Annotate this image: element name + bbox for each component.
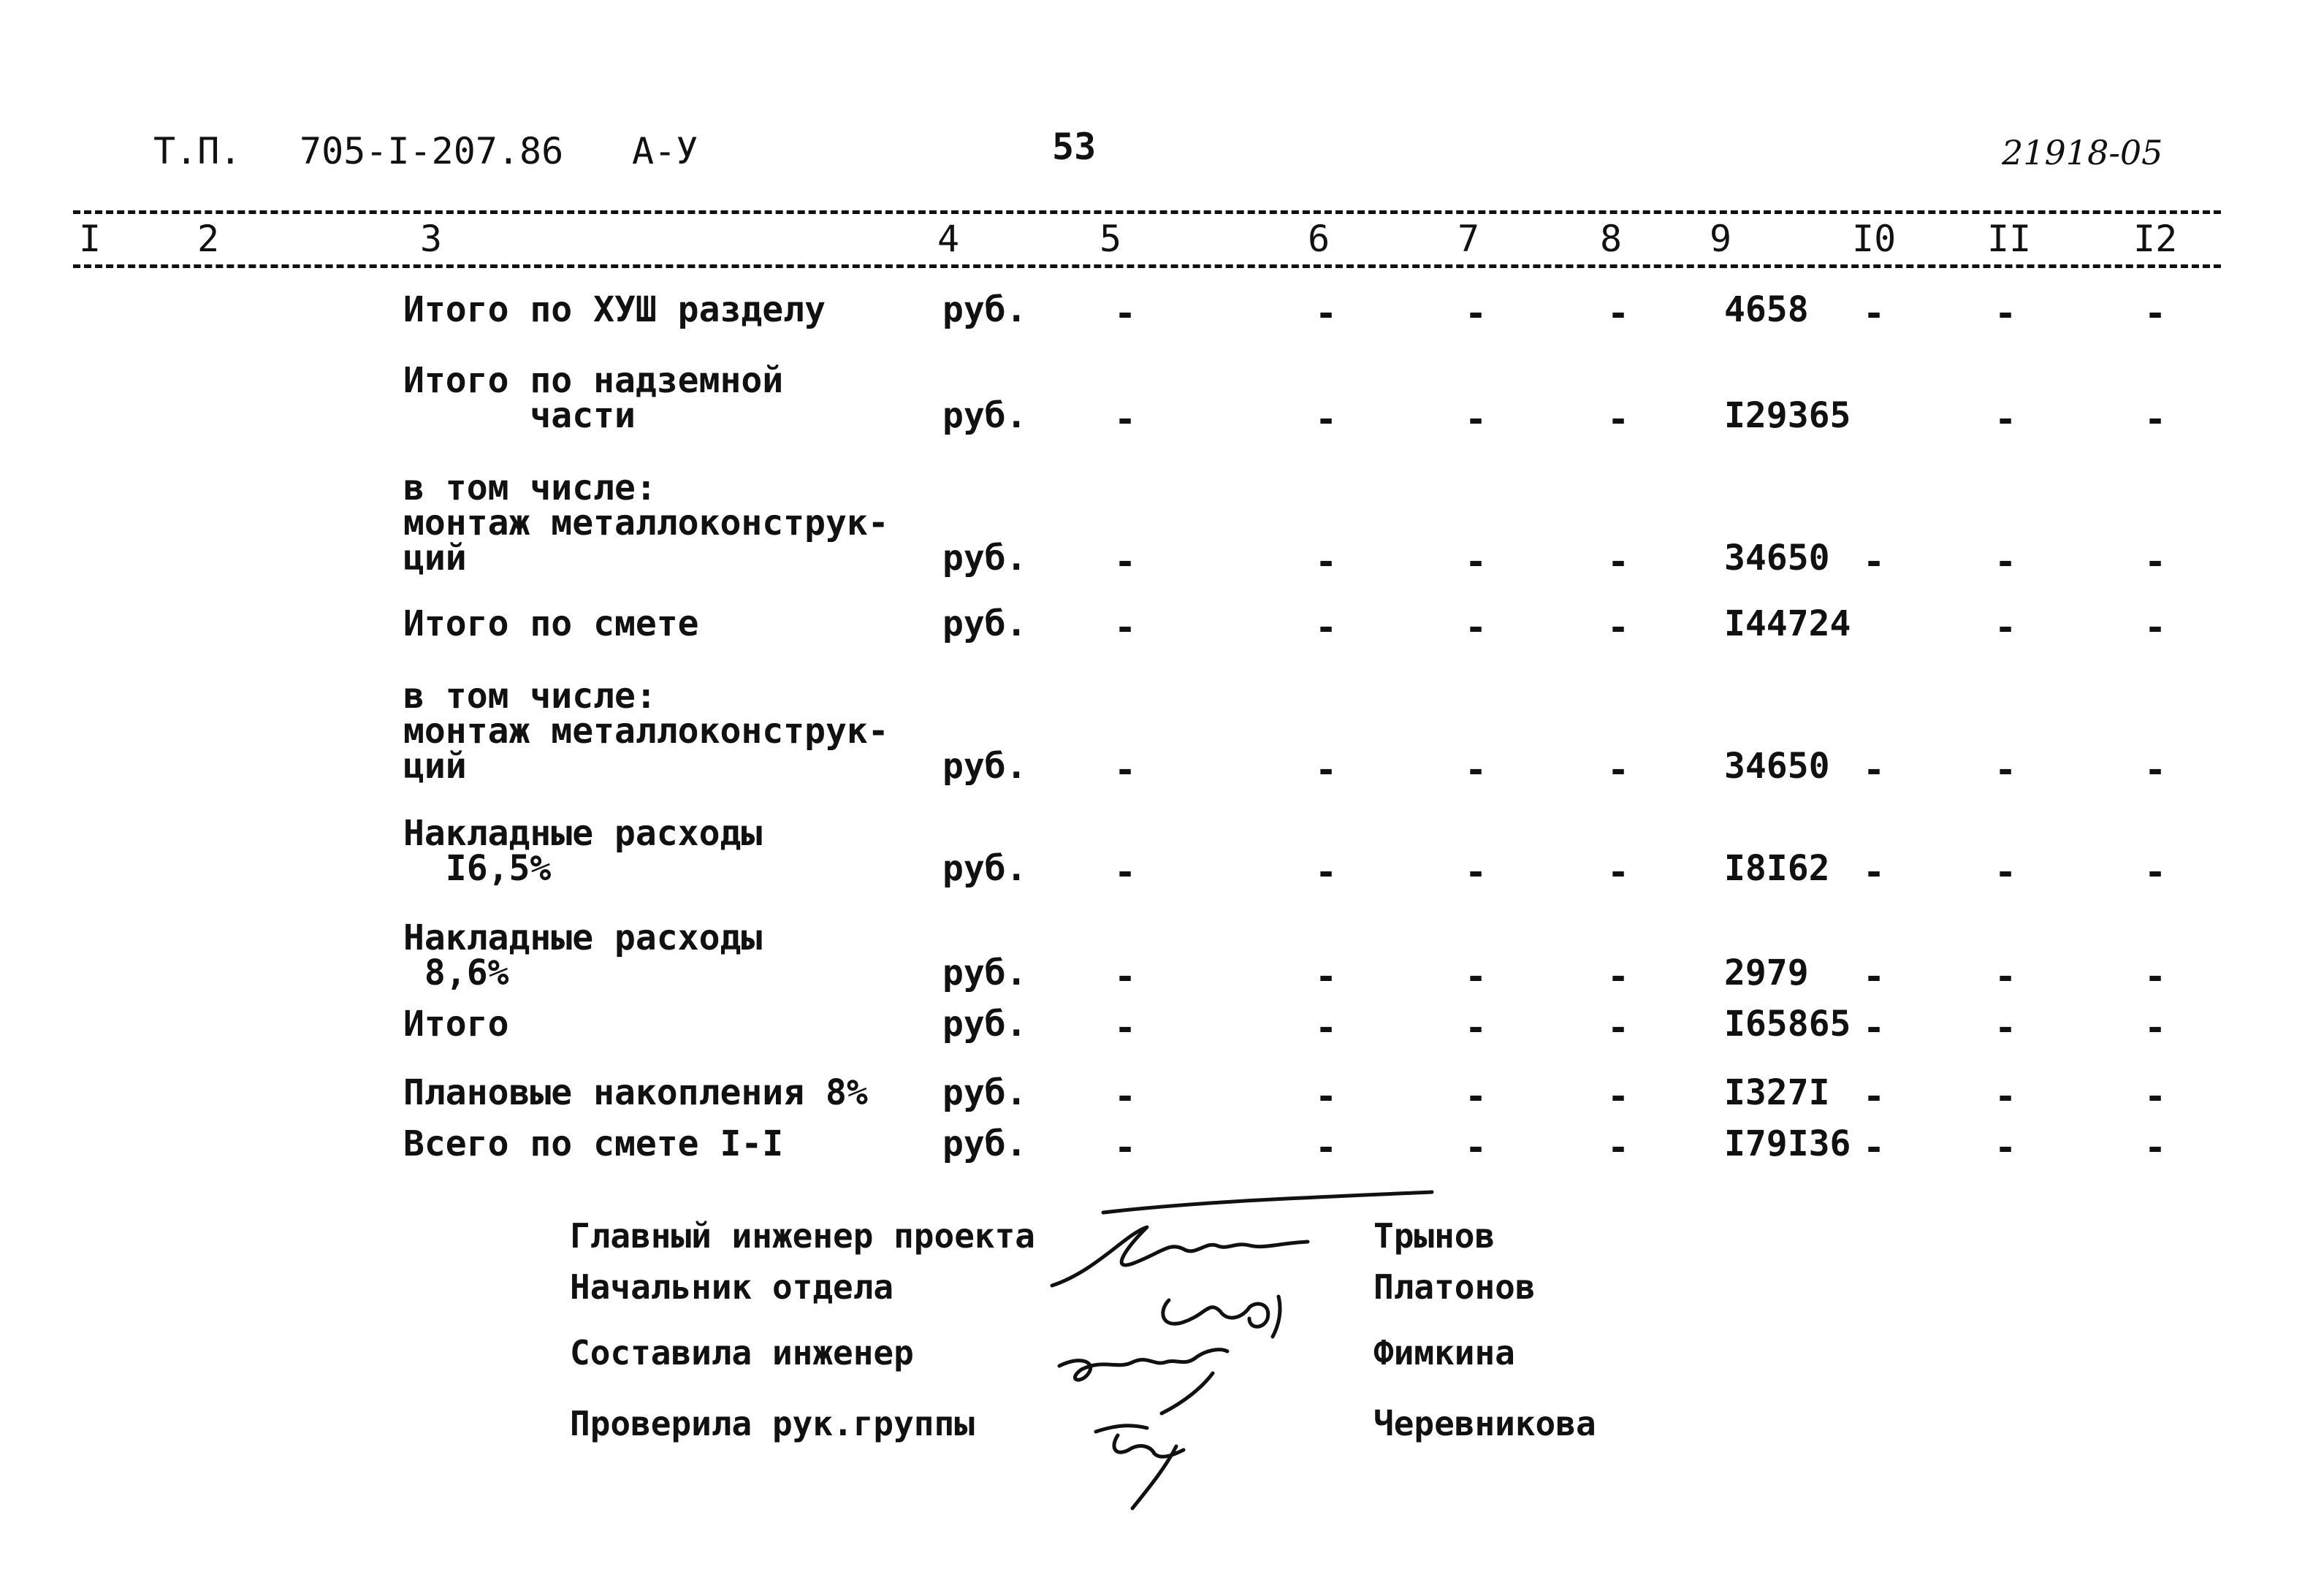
row-cell-c12: -: [2144, 1126, 2167, 1169]
row-cell-c12: -: [2144, 851, 2167, 893]
row-cell-c11: -: [1994, 1126, 2017, 1169]
row-label-line: 8,6%: [403, 952, 509, 993]
signature-name: Платонов: [1373, 1267, 1536, 1307]
row-cell-c10: -: [1863, 1007, 1886, 1049]
column-number: 9: [1710, 218, 1732, 260]
row-cell-c9: 34650: [1724, 746, 1830, 787]
row-cell-c10: -: [1863, 541, 1886, 583]
column-number: 6: [1308, 218, 1330, 260]
row-cell-c9: I79I36: [1724, 1123, 1851, 1164]
row-cell-c8: -: [1607, 1075, 1630, 1118]
row-cell-c5: -: [1114, 1075, 1137, 1118]
row-cell-c10: -: [1863, 955, 1886, 998]
doc-type: Т.П.: [153, 130, 242, 172]
row-cell-c8: -: [1607, 541, 1630, 583]
row-unit: руб.: [942, 1004, 1027, 1045]
row-label-line: части: [403, 395, 636, 436]
row-label-line: в том числе:: [403, 467, 657, 508]
signature-role: Проверила рук.группы: [570, 1404, 975, 1443]
column-number: I0: [1852, 218, 1897, 260]
row-label-line: Итого по надземной: [403, 360, 784, 401]
row-cell-c5: -: [1114, 749, 1137, 791]
row-cell-c8: -: [1607, 955, 1630, 998]
signature-role: Составила инженер: [570, 1333, 914, 1372]
row-cell-c5: -: [1114, 606, 1137, 649]
row-cell-c10: -: [1863, 1126, 1886, 1169]
row-cell-c9: 4658: [1724, 289, 1809, 330]
signature-name: Черевникова: [1373, 1404, 1596, 1443]
row-cell-c10: -: [1863, 851, 1886, 893]
signature-cherevnikova: [1096, 1426, 1184, 1508]
row-label-line: монтаж металлоконструк-: [403, 503, 889, 543]
signature-platonov: [1163, 1297, 1280, 1337]
row-cell-c7: -: [1465, 606, 1487, 649]
row-unit: руб.: [942, 1072, 1027, 1113]
row-cell-c7: -: [1465, 1126, 1487, 1169]
row-cell-c6: -: [1315, 1126, 1338, 1169]
row-cell-c11: -: [1994, 851, 2017, 893]
row-cell-c7: -: [1465, 1007, 1487, 1049]
row-cell-c11: -: [1994, 749, 2017, 791]
row-cell-c12: -: [2144, 292, 2167, 335]
header-bottom-rule: [73, 264, 2221, 268]
row-cell-c5: -: [1114, 851, 1137, 893]
row-label-line: Итого по смете: [403, 603, 699, 644]
row-unit: руб.: [942, 848, 1027, 889]
row-cell-c9: I29365: [1724, 395, 1851, 436]
row-unit: руб.: [942, 538, 1027, 579]
column-number: 5: [1100, 218, 1122, 260]
row-cell-c7: -: [1465, 1075, 1487, 1118]
row-cell-c7: -: [1465, 851, 1487, 893]
row-cell-c9: 2979: [1724, 952, 1809, 993]
row-cell-c11: -: [1994, 398, 2017, 440]
signature-role: Начальник отдела: [570, 1267, 894, 1307]
row-cell-c6: -: [1315, 851, 1338, 893]
row-cell-c9: I8I62: [1724, 848, 1830, 889]
row-unit: руб.: [942, 395, 1027, 436]
row-label-line: ций: [403, 538, 467, 579]
row-cell-c12: -: [2144, 398, 2167, 440]
row-cell-c6: -: [1315, 1075, 1338, 1118]
row-cell-c8: -: [1607, 1126, 1630, 1169]
row-cell-c9: I65865: [1724, 1004, 1851, 1045]
row-cell-c6: -: [1315, 606, 1338, 649]
archive-stamp: 21918-05: [2002, 133, 2163, 172]
row-cell-c5: -: [1114, 292, 1137, 335]
column-number: 4: [937, 218, 960, 260]
row-cell-c12: -: [2144, 606, 2167, 649]
row-unit: руб.: [942, 1123, 1027, 1164]
row-cell-c8: -: [1607, 749, 1630, 791]
row-unit: руб.: [942, 289, 1027, 330]
row-cell-c5: -: [1114, 1007, 1137, 1049]
row-cell-c5: -: [1114, 1126, 1137, 1169]
row-cell-c11: -: [1994, 606, 2017, 649]
signature-name: Трынов: [1373, 1216, 1495, 1256]
row-cell-c6: -: [1315, 749, 1338, 791]
page-number: 53: [1052, 126, 1097, 168]
row-cell-c5: -: [1114, 398, 1137, 440]
row-cell-c8: -: [1607, 1007, 1630, 1049]
row-label-line: Плановые накопления 8%: [403, 1072, 868, 1113]
column-number: I: [79, 218, 102, 260]
row-cell-c7: -: [1465, 955, 1487, 998]
column-number: II: [1987, 218, 2032, 260]
signatures-handwritten: [1037, 1183, 1447, 1549]
row-cell-c12: -: [2144, 1007, 2167, 1049]
signature-role: Главный инженер проекта: [570, 1216, 1035, 1256]
row-cell-c11: -: [1994, 1075, 2017, 1118]
row-cell-c7: -: [1465, 398, 1487, 440]
row-cell-c12: -: [2144, 541, 2167, 583]
row-label-line: Накладные расходы: [403, 813, 763, 854]
signature-name: Фимкина: [1373, 1333, 1515, 1372]
row-cell-c8: -: [1607, 398, 1630, 440]
row-label-line: в том числе:: [403, 676, 657, 717]
row-unit: руб.: [942, 603, 1027, 644]
signature-stroke-top: [1103, 1192, 1432, 1213]
row-cell-c7: -: [1465, 541, 1487, 583]
row-cell-c12: -: [2144, 955, 2167, 998]
row-cell-c11: -: [1994, 955, 2017, 998]
row-cell-c12: -: [2144, 1075, 2167, 1118]
row-cell-c7: -: [1465, 749, 1487, 791]
row-cell-c7: -: [1465, 292, 1487, 335]
row-cell-c11: -: [1994, 541, 2017, 583]
row-label-line: монтаж металлоконструк-: [403, 711, 889, 752]
row-cell-c12: -: [2144, 749, 2167, 791]
row-cell-c6: -: [1315, 1007, 1338, 1049]
row-cell-c8: -: [1607, 851, 1630, 893]
row-label-line: Накладные расходы: [403, 917, 763, 958]
row-label-line: Всего по смете I-I: [403, 1123, 784, 1164]
row-cell-c8: -: [1607, 606, 1630, 649]
row-cell-c10: -: [1863, 749, 1886, 791]
row-cell-c5: -: [1114, 541, 1137, 583]
row-label-line: I6,5%: [403, 848, 552, 889]
row-label-line: Итого по ХУШ разделу: [403, 289, 826, 330]
row-cell-c8: -: [1607, 292, 1630, 335]
row-unit: руб.: [942, 746, 1027, 787]
row-cell-c6: -: [1315, 292, 1338, 335]
column-number: 8: [1600, 218, 1623, 260]
header-top-rule: [73, 210, 2221, 214]
signature-fimkina: [1059, 1350, 1227, 1413]
project-code: 705-I-207.86: [300, 130, 564, 172]
column-number: I2: [2133, 218, 2178, 260]
row-cell-c6: -: [1315, 398, 1338, 440]
row-cell-c11: -: [1994, 292, 2017, 335]
row-label-line: ций: [403, 746, 467, 787]
column-number: 3: [420, 218, 443, 260]
column-number: 7: [1457, 218, 1480, 260]
section-code: А-У: [632, 130, 698, 172]
row-cell-c10: -: [1863, 1075, 1886, 1118]
row-cell-c11: -: [1994, 1007, 2017, 1049]
row-unit: руб.: [942, 952, 1027, 993]
row-cell-c9: I44724: [1724, 603, 1851, 644]
row-cell-c6: -: [1315, 955, 1338, 998]
row-cell-c9: I327I: [1724, 1072, 1830, 1113]
row-cell-c10: -: [1863, 292, 1886, 335]
row-label-line: Итого: [403, 1004, 509, 1045]
row-cell-c9: 34650: [1724, 538, 1830, 579]
signature-trynov: [1052, 1227, 1308, 1286]
column-number: 2: [197, 218, 220, 260]
row-cell-c5: -: [1114, 955, 1137, 998]
row-cell-c6: -: [1315, 541, 1338, 583]
